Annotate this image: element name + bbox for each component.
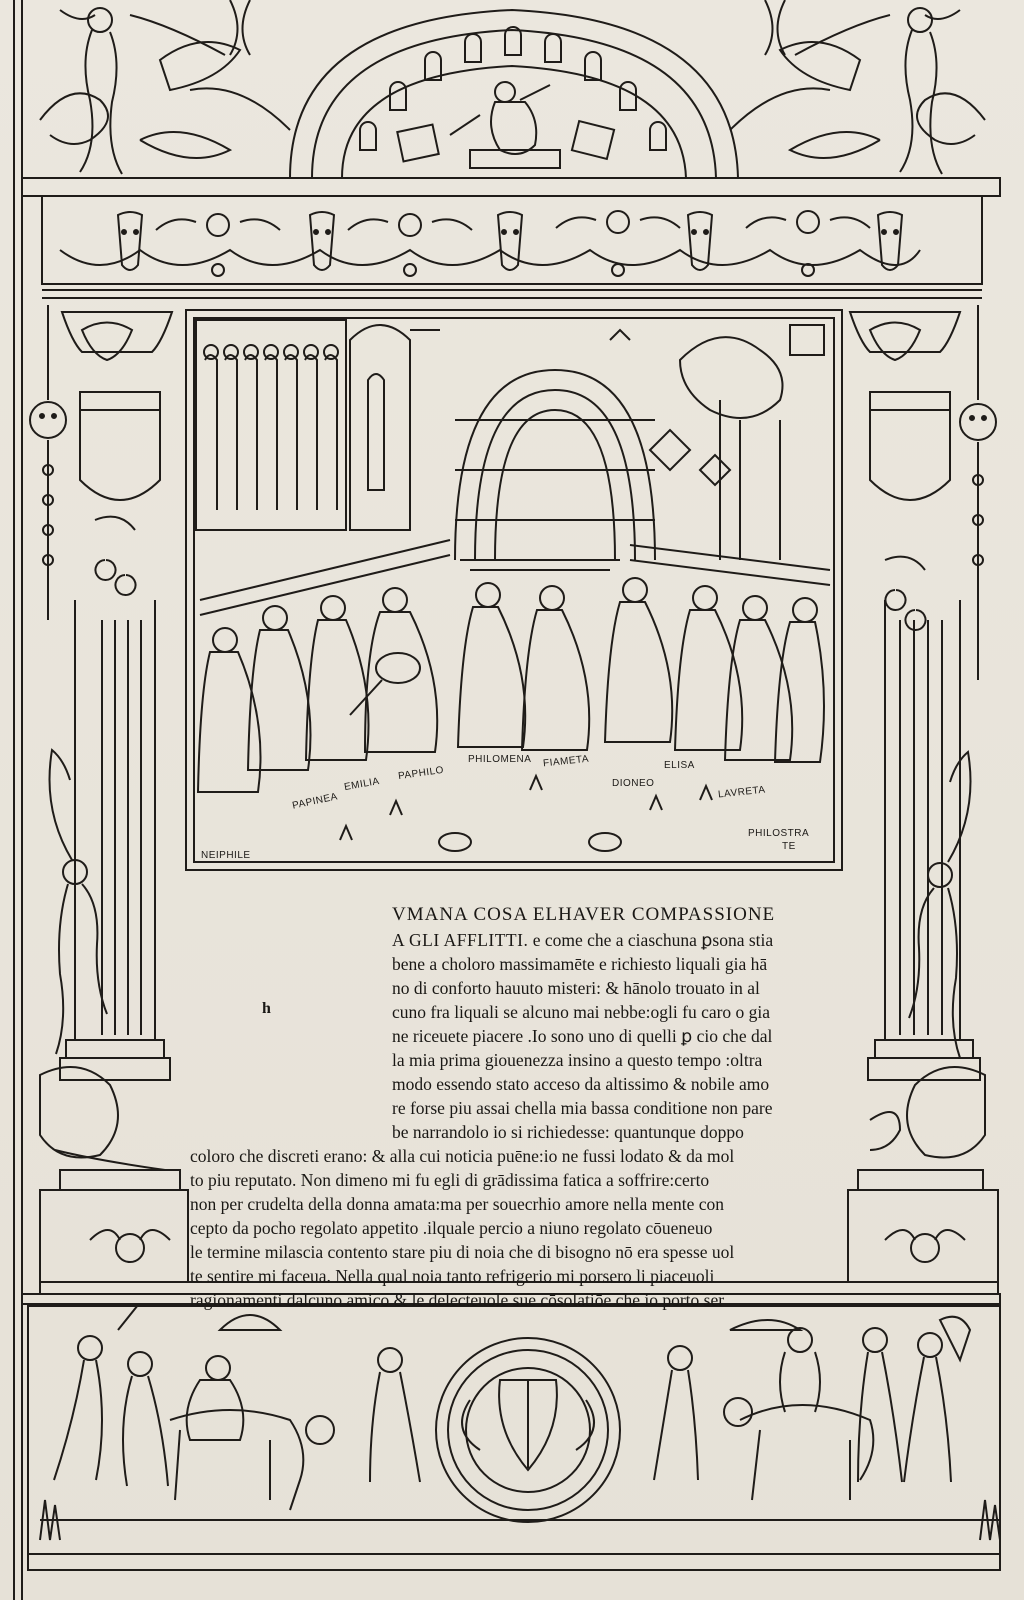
text-line-1-rest: e come che a ciaschuna ꝑsona stia (528, 930, 774, 950)
label-papinea: PAPINEA (291, 791, 339, 812)
label-philomena: PHILOMENA (468, 754, 532, 765)
text-line-5: ne riceuete piacere .Io sono uno di quelli ꝑ cio che dal (392, 1026, 773, 1046)
text-line-11: to piu reputato. Non dimeno mi fu egli di grādissima fatica a soffrire:certo (190, 1170, 710, 1190)
label-neiphile: NEIPHILE (201, 850, 251, 861)
text-line-12: non per crudelta della donna amata:ma per souecrhio amore nella mente con (190, 1194, 725, 1214)
text-line-8: re forse piu assai chella mia bassa conditione non pare (392, 1098, 773, 1118)
text-line-2: bene a choloro massimamēte e richiesto liquali gia hā (392, 954, 768, 974)
text-line-7: modo essendo stato acceso da altissimo & nobile amo (392, 1074, 770, 1094)
text-line-14: le termine milascia contento stare piu di noia che di bisogno nō era spesse uol (190, 1242, 735, 1262)
label-laureta: LAVRETA (717, 784, 767, 801)
label-fiameta: FIAMETA (542, 753, 590, 770)
text-line-9: be narrandolo io si richiedesse: quantunque doppo (392, 1122, 744, 1142)
label-philostrate-1: PHILOSTRA (748, 828, 810, 839)
text-line-16: ragionamenti dalcuno amico & le delecteuole sue cōsolatiōe che io porto ser (190, 1290, 725, 1310)
text-line-10: coloro che discreti erano: & alla cui noticia puēne:io ne fussi lodato & da mol (190, 1146, 735, 1166)
text-line-13: cepto da pocho regolato appetito .ilquale percio a niuno regolato cōueneuo (190, 1218, 713, 1238)
label-dioneo: DIONEO (612, 778, 655, 789)
heading-line-2: A GLI AFFLITTI. (392, 930, 529, 950)
initial-guide-letter: h (262, 1000, 271, 1017)
label-emilia: EMILIA (343, 775, 381, 794)
text-line-3: no di conforto hauuto misteri: & hānolo trouato in al (392, 978, 760, 998)
heading-line-1: VMANA COSA ELHAVER COMPASSIONE (392, 904, 776, 925)
text-line-4: cuno fra liquali se alcuno mai nebbe:ogli fu caro o gia (392, 1002, 771, 1022)
text-line-6: la mia prima giouenezza insino a questo tempo :oltra (392, 1050, 763, 1070)
text-line-15: te sentire mi faceua. Nella qual noia tanto refrigerio mi porsero li piaceuoli (190, 1266, 715, 1286)
label-philostrate-2: TE (782, 841, 796, 852)
text-line-1 (392, 930, 773, 951)
label-paphilo: PAPHILO (397, 764, 445, 783)
label-elisa: ELISA (664, 760, 695, 771)
